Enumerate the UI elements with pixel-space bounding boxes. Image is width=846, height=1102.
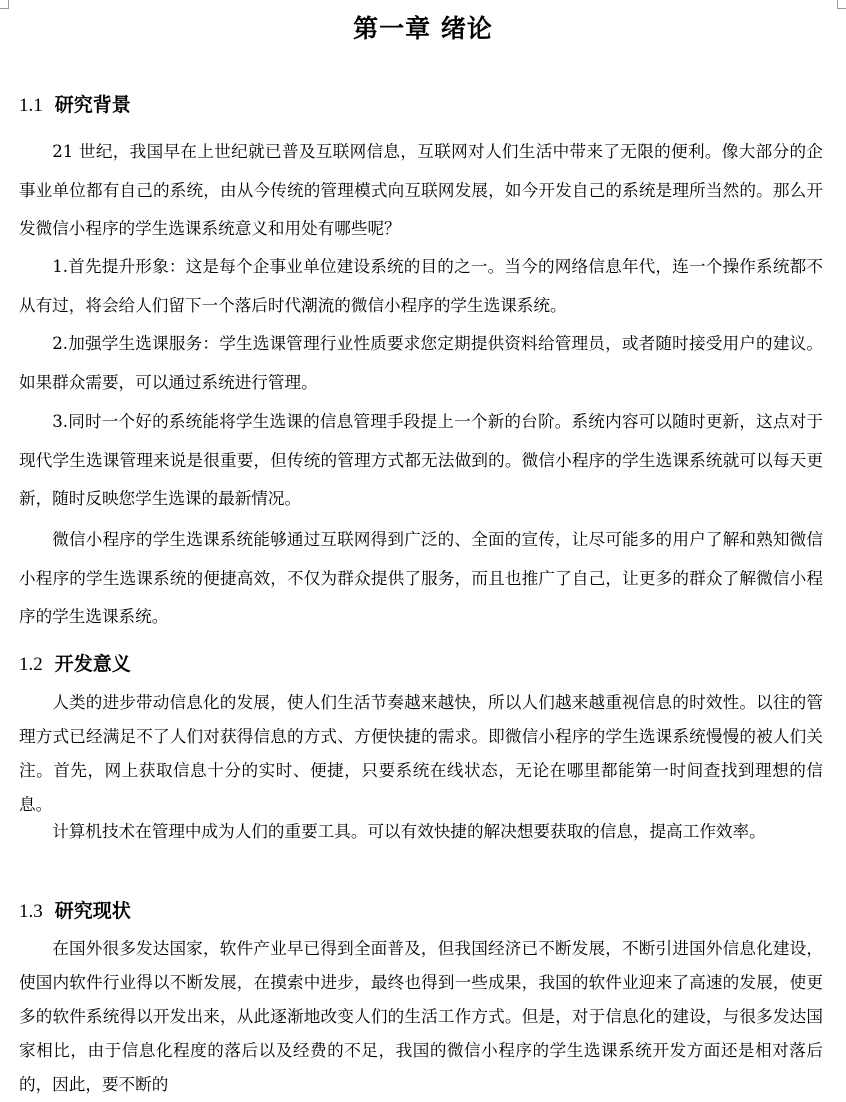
section-number: 1.3 — [19, 901, 43, 922]
corner-crop-mark-left — [0, 0, 9, 9]
chapter-title: 第一章 绪论 — [353, 14, 493, 43]
paragraph: 2.加强学生选课服务：学生选课管理行业性质要求您定期提供资料给管理员，或者随时接受用户的建议。如果群众需要，可以通过系统进行管理。 — [19, 334, 823, 392]
corner-crop-mark-right — [837, 0, 846, 9]
paragraph: 人类的进步带动信息化的发展，使人们生活节奏越来越快，所以人们越来越重视信息的时效性。以往的管理方式已经满足不了人们对获得信息的方式、方便快捷的需求。即微信小程序的学生选课系统慢慢的被人们关注。首先，网上获取信息十分的实时、便捷，只要系统在线状态，无论在哪里都能第一时间查找到理想的信息。 — [19, 693, 823, 814]
paragraph: 21 世纪，我国早在上世纪就已普及互联网信息，互联网对人们生活中带来了无限的便利。像大部分的企事业单位都有自己的系统，由从今传统的管理模式向互联网发展，如今开发自己的系统是理所当然的。那么开发微信小程序的学生选课系统意义和用处有哪些呢？ — [19, 142, 823, 238]
section-number: 1.1 — [19, 95, 43, 116]
section-heading-1-1 — [19, 91, 131, 120]
paragraph: 在国外很多发达国家，软件产业早已得到全面普及，但我国经济已不断发展，不断引进国外信息化建设，使国内软件行业得以不断发展，在摸索中进步，最终也得到一些成果，我国的软件业迎来了高速的发展，使更多的软件系统得以开发出来，从此逐渐地改变人们的生活工作方式。但是，对于信息化的建设，与很多发达国家相比，由于信息化程度的落后以及经费的不足，我国的微信小程序的学生选课系统开发方面还是相对落后的，因此，要不断的 — [19, 939, 823, 1094]
paragraph: 3.同时一个好的系统能将学生选课的信息管理手段提上一个新的台阶。系统内容可以随时更新，这点对于现代学生选课管理来说是很重要，但传统的管理方式都无法做到的。微信小程序的学生选课系统就可以每天更新，随时反映您学生选课的最新情况。 — [19, 412, 823, 508]
section-heading-1-3 — [19, 897, 131, 926]
section-title: 研究现状 — [54, 900, 131, 922]
section-title: 开发意义 — [54, 653, 131, 675]
paragraph: 微信小程序的学生选课系统能够通过互联网得到广泛的、全面的宣传，让尽可能多的用户了解和熟知微信小程序的学生选课系统的便捷高效，不仅为群众提供了服务，而且也推广了自己，让更多的群众了解微信小程序的学生选课系统。 — [19, 530, 823, 626]
section-title: 研究背景 — [54, 94, 131, 116]
paragraph: 计算机技术在管理中成为人们的重要工具。可以有效快捷的解决想要获取的信息，提高工作效率。 — [52, 822, 766, 841]
paragraph: 1.首先提升形象：这是每个企事业单位建设系统的目的之一。当今的网络信息年代，连一个操作系统都不从有过，将会给人们留下一个落后时代潮流的微信小程序的学生选课系统。 — [19, 257, 823, 315]
section-number: 1.2 — [19, 654, 43, 675]
section-heading-1-2 — [19, 650, 131, 679]
